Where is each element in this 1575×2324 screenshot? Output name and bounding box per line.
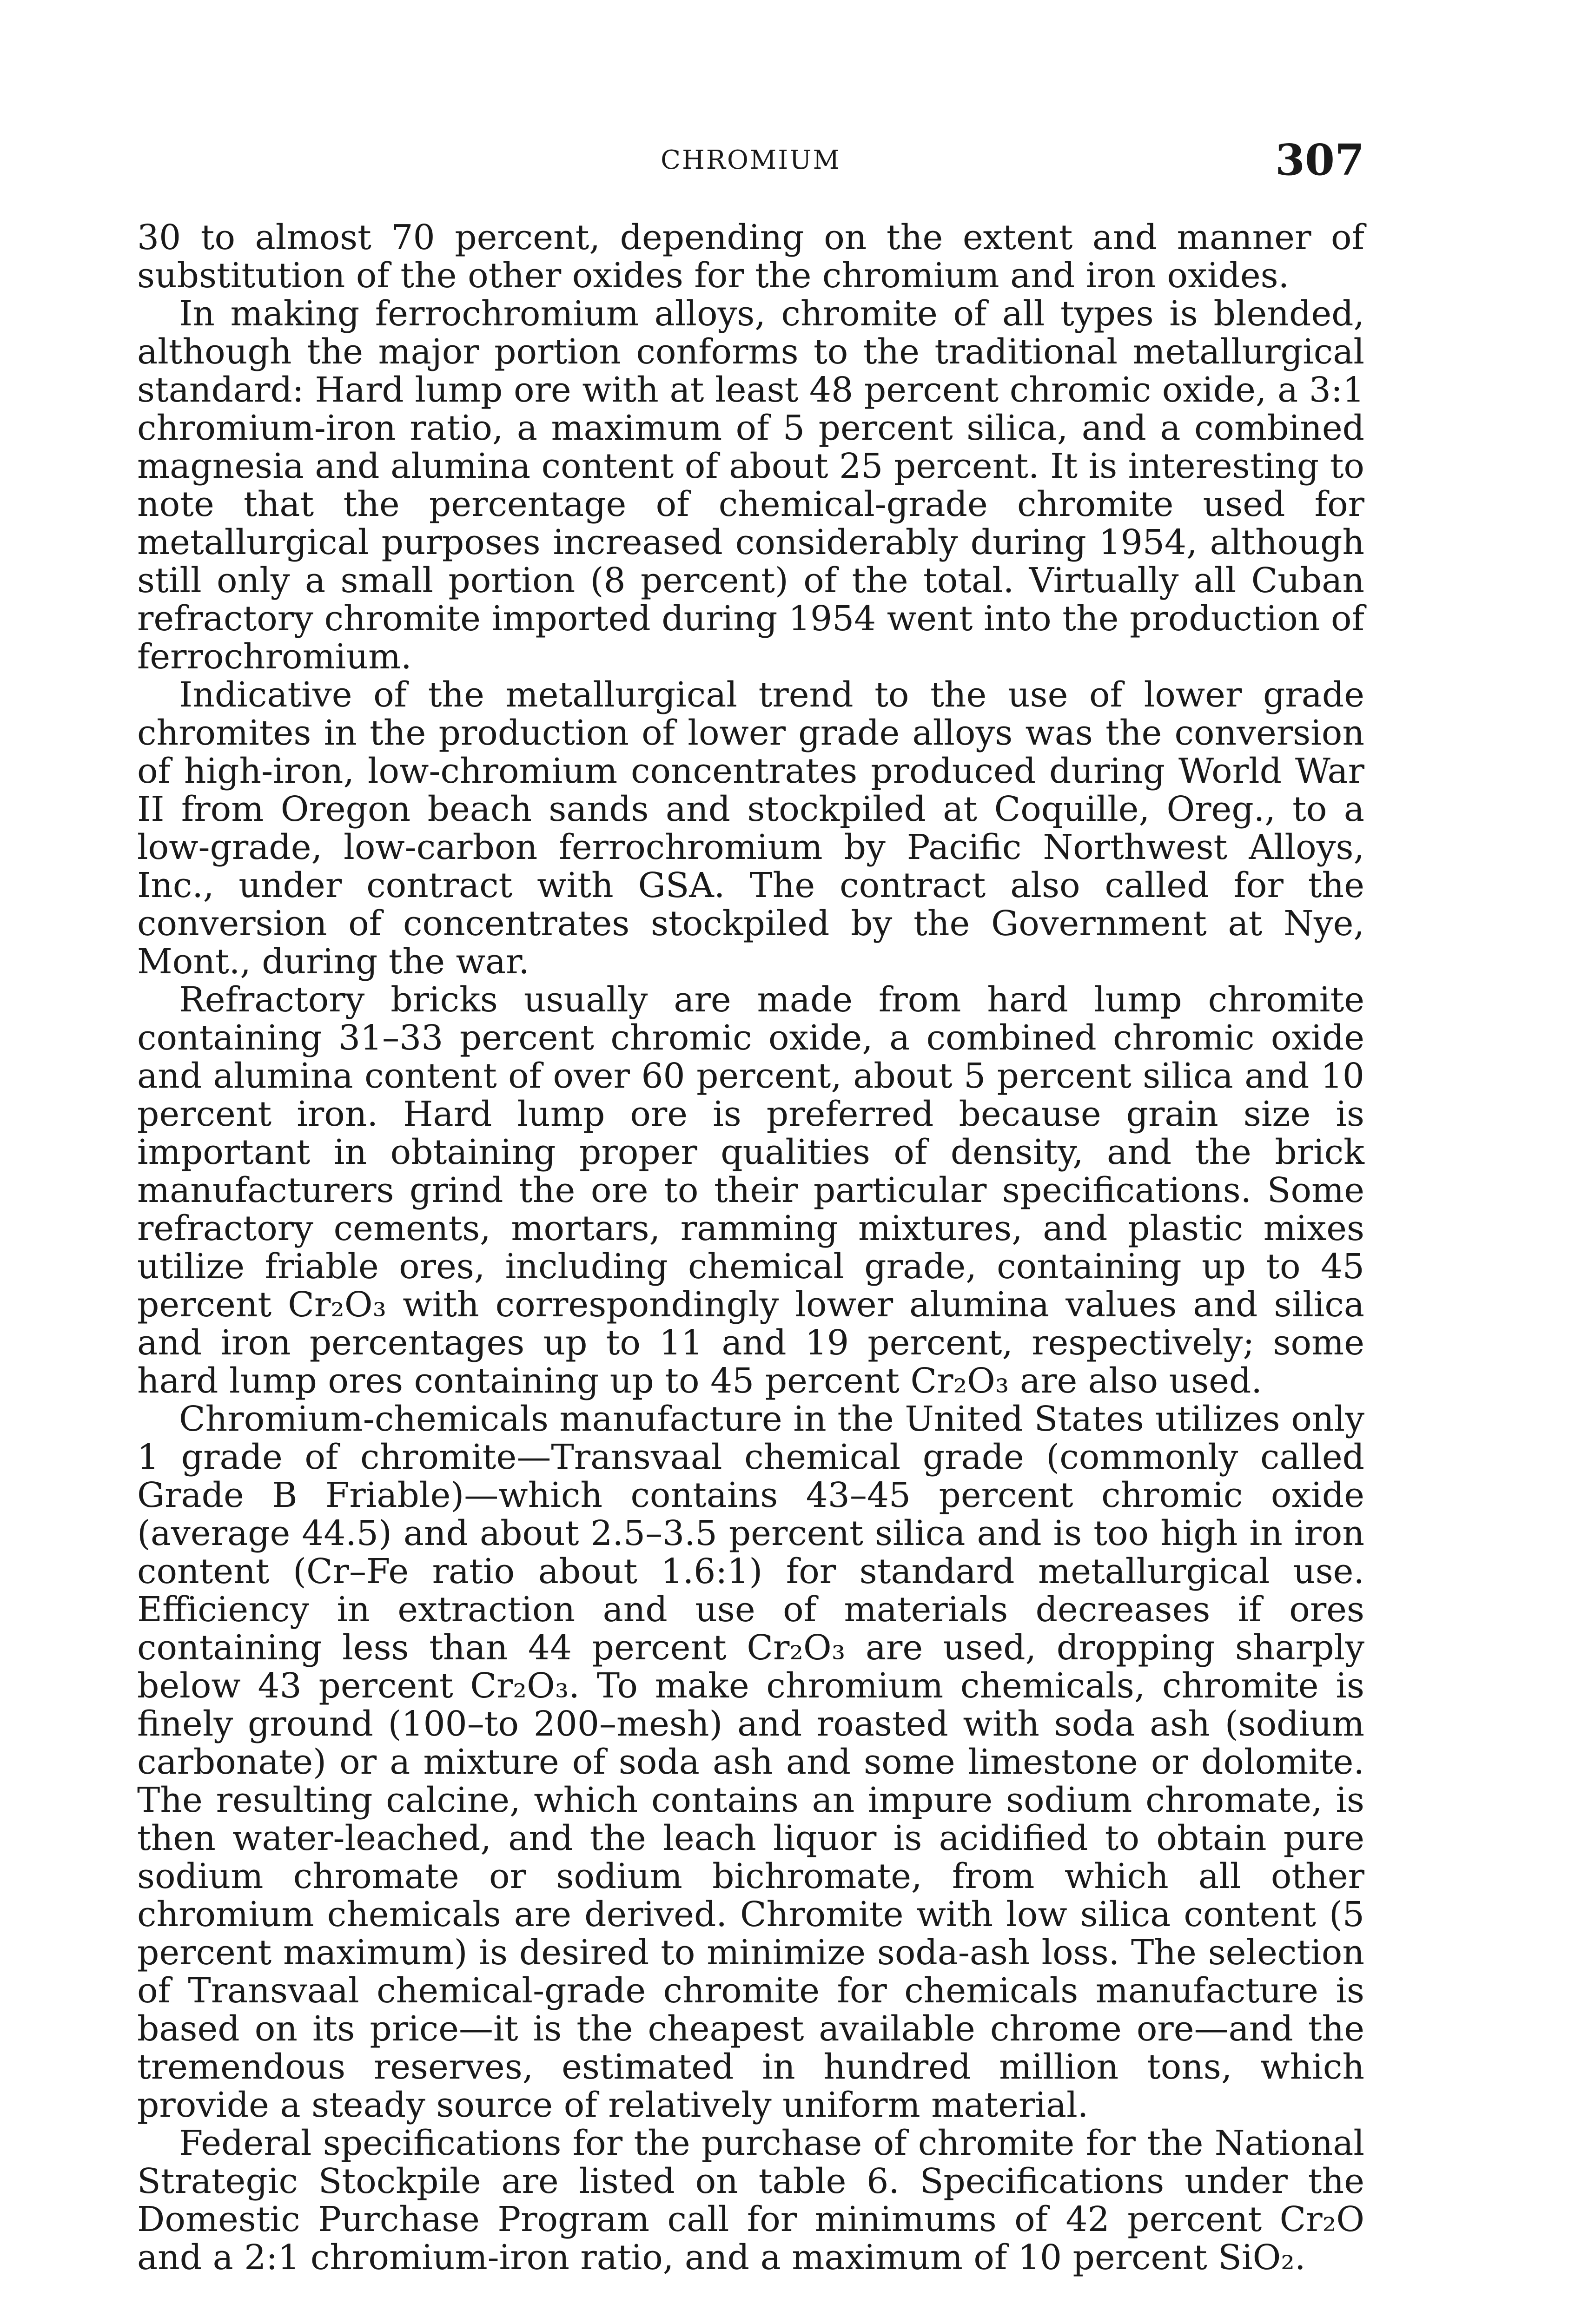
paragraph-continued: 30 to almost 70 percent, depending on the extent and manner of substitution of the other oxides for the chromium and iron oxides. [137,218,1364,296]
page-header [137,135,1364,191]
page-number: 307 [1275,135,1364,185]
paragraph-refractory-bricks: Refractory bricks usually are made from hard lump chromite containing 31–33 percent chromic oxide, a combined chromic oxide and alumina content of over 60 percent, about 5 percent silica and 10 percent iron. Hard lump ore is preferred because grain size is important in obtaining proper qualities of density, and the brick manufacturers grind the ore to their particular specifications. Some refractory cements, mortars, ramming mixtures, and plastic mixes utilize friable ores, including chemical grade, containing up to 45 percent Cr₂O₃ with correspondingly lower alumina values and silica and iron percentages up to 11 and 19 percent, respectively; some hard lump ores containing up to 45 percent Cr₂O₃ are also used. [137,980,1364,1401]
body-text [137,218,1364,2277]
paragraph-ferrochromium-alloys: In making ferrochromium alloys, chromite of all types is blended, although the major portion conforms to the traditional metallurgical standard: Hard lump ore with at least 48 percent chromic oxide, a 3:1 chromium-iron ratio, a maximum of 5 percent silica, and a combined magnesia and alumina content of about 25 percent. It is interesting to note that the percentage of chemical-grade chromite used for metallurgical purposes increased considerably during 1954, although still only a small portion (8 percent) of the total. Virtually all Cuban refractory chromite imported during 1954 went into the production of ferrochromium. [137,294,1364,677]
paragraph-metallurgical-trend: Indicative of the metallurgical trend to the use of lower grade chromites in the production of lower grade alloys was the conversion of high-iron, low-chromium concentrates produced during World War II from Oregon beach sands and stockpiled at Coquille, Oreg., to a low-grade, low-carbon ferrochromium by Pacific Northwest Alloys, Inc., under contract with GSA. The contract also called for the conversion of concentrates stockpiled by the Government at Nye, Mont., during the war. [137,675,1364,982]
paragraph-federal-specifications: Federal specifications for the purchase of chromite for the National Strategic Stockpile are listed on table 6. Specifications under the Domestic Purchase Program call for minimums of 42 percent Cr₂O and a 2:1 chromium-iron ratio, and a maximum of 10 percent SiO₂. [137,2123,1364,2278]
paragraph-chromium-chemicals: Chromium-chemicals manufacture in the United States utilizes only 1 grade of chromite—Transvaal chemical grade (commonly called Grade B Friable)—which contains 43–45 percent chromic oxide (average 44.5) and about 2.5–3.5 percent silica and is too high in iron content (Cr–Fe ratio about 1.6:1) for standard metallurgical use. Efficiency in extraction and use of materials decreases if ores containing less than 44 percent Cr₂O₃ are used, dropping sharply below 43 percent Cr₂O₃. To make chromium chemicals, chromite is finely ground (100–to 200–mesh) and roasted with soda ash (sodium carbonate) or a mixture of soda ash and some limestone or dolomite. The resulting calcine, which contains an impure sodium chromate, is then water-leached, and the leach liquor is acidified to obtain pure sodium chromate or sodium bichromate, from which all other chromium chemicals are derived. Chromite with low silica content (5 percent maximum) is desired to minimize soda-ash loss. The selection of Transvaal chemical-grade chromite for chemicals manufacture is based on its price—it is the cheapest available chrome ore—and the tremendous reserves, estimated in hundred million tons, which provide a steady source of relatively uniform material. [137,1399,1364,2125]
running-head: CHROMIUM [661,145,841,175]
